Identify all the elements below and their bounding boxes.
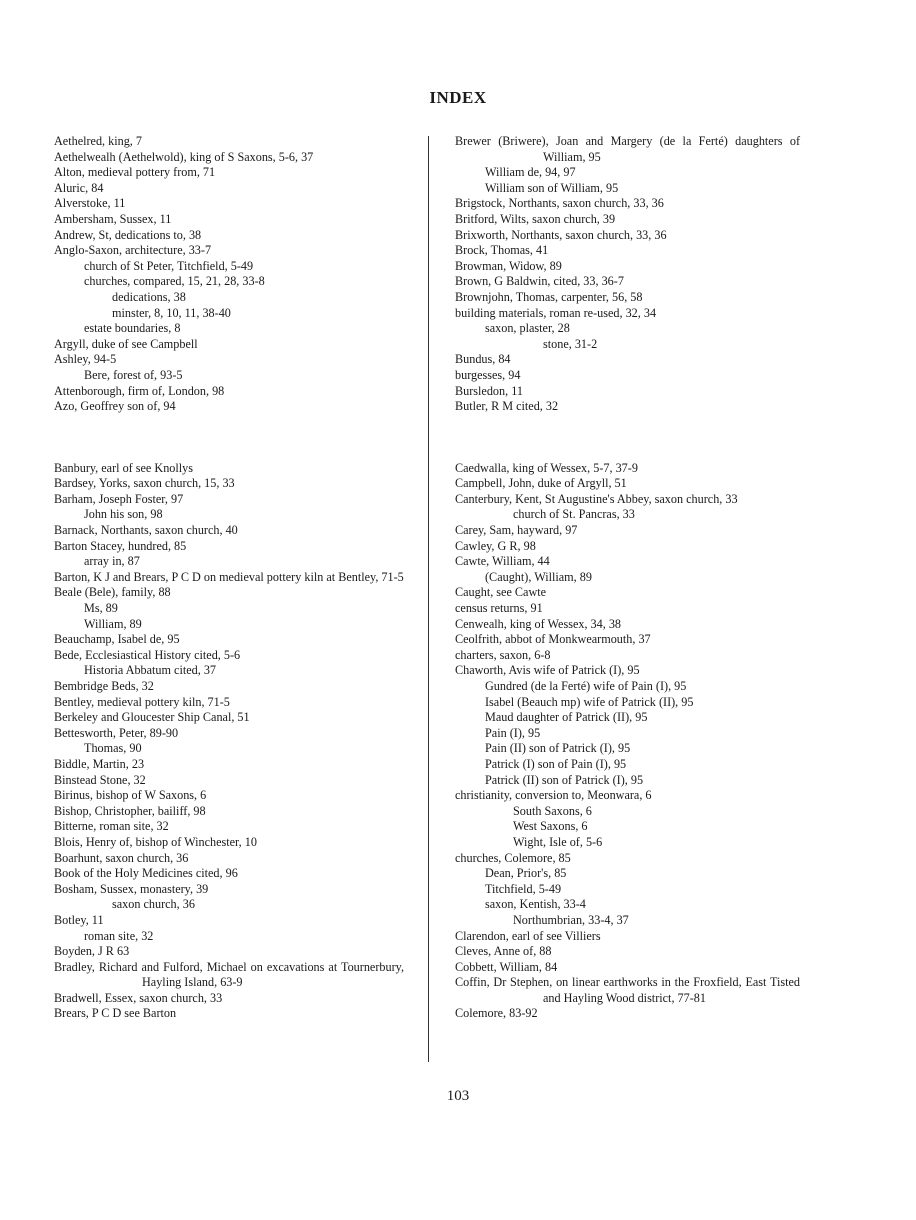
index-entry: church of St Peter, Titchfield, 5-49 <box>84 258 254 273</box>
index-entry: Titchfield, 5-49 <box>485 881 562 896</box>
index-entry: Campbell, John, duke of Argyll, 51 <box>455 476 627 491</box>
index-entry: christianity, conversion to, Meonwara, 6 <box>455 788 652 803</box>
index-entry: Wight, Isle of, 5-6 <box>513 834 603 849</box>
index-entry: Attenborough, firm of, London, 98 <box>54 383 225 398</box>
section-gap <box>54 415 404 461</box>
index-entry: Brixworth, Northants, saxon church, 33, 36 <box>455 227 667 242</box>
index-entry: Cleves, Anne of, 88 <box>455 944 552 959</box>
index-entry: Berkeley and Gloucester Ship Canal, 51 <box>54 710 250 725</box>
index-entry: Butler, R M cited, 32 <box>455 399 559 414</box>
index-entry: Binstead Stone, 32 <box>54 772 146 787</box>
index-entry: Coffin, Dr Stephen, on linear earthworks in the Froxfield, East Tisted and Hayling Wood district, 77-81 <box>455 975 800 1005</box>
index-entry: Britford, Wilts, saxon church, 39 <box>455 211 616 226</box>
index-entry: (Caught), William, 89 <box>485 569 592 584</box>
index-entry: churches, compared, 15, 21, 28, 33-8 <box>84 274 265 289</box>
index-entry: Beauchamp, Isabel de, 95 <box>54 632 180 647</box>
index-entry: Aethelwealh (Aethelwold), king of S Saxons, 5-6, 37 <box>54 149 314 164</box>
index-entry: Birinus, bishop of W Saxons, 6 <box>54 788 207 803</box>
index-entry: minster, 8, 10, 11, 38-40 <box>112 305 231 320</box>
index-entry: estate boundaries, 8 <box>84 321 181 336</box>
index-entry: Gundred (de la Ferté) wife of Pain (I), 95 <box>485 679 687 693</box>
index-entry: John his son, 98 <box>84 507 163 522</box>
index-entry: Ashley, 94-5 <box>54 352 117 367</box>
index-entry: Isabel (Beauch mp) wife of Patrick (II), 95 <box>485 694 694 709</box>
index-entry: Bursledon, 11 <box>455 383 523 398</box>
index-entry: Thomas, 90 <box>84 741 142 756</box>
index-entry: Cobbett, William, 84 <box>455 959 558 974</box>
index-entry: Ceolfrith, abbot of Monkwearmouth, 37 <box>455 632 651 647</box>
index-entry: Bardsey, Yorks, saxon church, 15, 33 <box>54 476 235 491</box>
index-entry: Barham, Joseph Foster, 97 <box>54 491 184 506</box>
index-entry: Cenwealh, king of Wessex, 34, 38 <box>455 616 622 631</box>
index-entry: Chaworth, Avis wife of Patrick (I), 95 <box>455 663 640 678</box>
index-entry: Ambersham, Sussex, 11 <box>54 211 172 226</box>
page-title: INDEX <box>429 88 487 107</box>
index-column-left <box>54 134 404 1022</box>
index-entry: Dean, Prior's, 85 <box>485 866 567 881</box>
index-entry: Bere, forest of, 93-5 <box>84 367 183 382</box>
index-entry: Bradley, Richard and Fulford, Michael on excavations at Tournerbury, Hayling Island, 63-9 <box>54 959 404 990</box>
index-entry: Bitterne, roman site, 32 <box>54 819 169 834</box>
index-entry: Bettesworth, Peter, 89-90 <box>54 725 179 740</box>
index-entry: stone, 31-2 <box>543 336 598 351</box>
page-number: 103 <box>446 1088 470 1104</box>
index-entry: array in, 87 <box>84 554 140 569</box>
index-entry: Banbury, earl of see Knollys <box>54 460 193 475</box>
index-entry: Caedwalla, king of Wessex, 5-7, 37-9 <box>455 460 638 475</box>
index-entry: building materials, roman re-used, 32, 34 <box>455 305 657 320</box>
index-entry: Andrew, St, dedications to, 38 <box>54 227 202 242</box>
index-entry: Book of the Holy Medicines cited, 96 <box>54 866 238 881</box>
index-entry: Patrick (I) son of Pain (I), 95 <box>485 756 627 771</box>
index-entry: churches, Colemore, 85 <box>455 850 571 865</box>
index-entry: saxon, plaster, 28 <box>485 321 570 336</box>
index-entry: Boyden, J R 63 <box>54 944 130 959</box>
index-entry: Brownjohn, Thomas, carpenter, 56, 58 <box>455 289 643 304</box>
index-entry: Barton Stacey, hundred, 85 <box>54 538 187 553</box>
index-entry: Brown, G Baldwin, cited, 33, 36-7 <box>455 274 624 289</box>
index-entry: Pain (I), 95 <box>485 725 541 740</box>
index-entry: Maud daughter of Patrick (II), 95 <box>485 710 648 725</box>
index-entry: Bundus, 84 <box>455 352 511 367</box>
index-entry: Azo, Geoffrey son of, 94 <box>54 399 176 414</box>
index-entry: Clarendon, earl of see Villiers <box>455 928 601 943</box>
index-entry: Carey, Sam, hayward, 97 <box>455 523 578 538</box>
index-entry: Beale (Bele), family, 88 <box>54 585 171 600</box>
index-entry: Ms, 89 <box>84 601 118 616</box>
index-entry: Bishop, Christopher, bailiff, 98 <box>54 803 206 818</box>
index-entry: Argyll, duke of see Campbell <box>54 336 198 351</box>
index-entry: Brigstock, Northants, saxon church, 33, 36 <box>455 196 664 211</box>
index-entry: Anglo-Saxon, architecture, 33-7 <box>54 243 212 258</box>
section-gap <box>455 415 800 461</box>
index-entry: Alverstoke, 11 <box>54 196 126 211</box>
index-entry: South Saxons, 6 <box>513 803 592 818</box>
index-entry: Botley, 11 <box>54 912 104 927</box>
index-entry: Caught, see Cawte <box>455 585 547 600</box>
index-entry: Cawte, William, 44 <box>455 554 550 569</box>
index-entry: saxon, Kentish, 33-4 <box>485 897 586 912</box>
index-entry: charters, saxon, 6-8 <box>455 647 551 662</box>
index-entry: Browman, Widow, 89 <box>455 258 562 273</box>
index-entry: Brock, Thomas, 41 <box>455 243 549 258</box>
index-column-right <box>455 134 800 1022</box>
index-entry: Barnack, Northants, saxon church, 40 <box>54 523 238 538</box>
index-entry: saxon church, 36 <box>112 897 195 912</box>
index-entry: Alton, medieval pottery from, 71 <box>54 165 216 180</box>
index-entry: Bede, Ecclesiastical History cited, 5-6 <box>54 647 241 662</box>
index-entry: Aluric, 84 <box>54 180 104 195</box>
index-entry: Barton, K J and Brears, P C D on medieval pottery kiln at Bentley, 71-5 <box>54 569 404 584</box>
index-entry: census returns, 91 <box>455 601 543 616</box>
index-entry: Bradwell, Essex, saxon church, 33 <box>54 990 223 1005</box>
index-entry: burgesses, 94 <box>455 367 521 382</box>
index-entry: Canterbury, Kent, St Augustine's Abbey, saxon church, 33 <box>455 491 738 506</box>
index-entry: Patrick (II) son of Patrick (I), 95 <box>485 772 644 787</box>
index-entry: Historia Abbatum cited, 37 <box>84 663 217 678</box>
index-entry: church of St. Pancras, 33 <box>513 507 635 522</box>
index-entry: Bosham, Sussex, monastery, 39 <box>54 881 209 896</box>
index-entry: Blois, Henry of, bishop of Winchester, 10 <box>54 834 257 849</box>
index-entry: dedications, 38 <box>112 289 186 304</box>
index-entry: Pain (II) son of Patrick (I), 95 <box>485 741 631 756</box>
index-entry: roman site, 32 <box>84 928 154 943</box>
column-divider <box>428 136 429 1062</box>
index-entry: Northumbrian, 33-4, 37 <box>513 912 629 927</box>
index-entry: Brears, P C D see Barton <box>54 1006 177 1021</box>
index-entry: William son of William, 95 <box>485 180 619 195</box>
index-entry: Brewer (Briwere), Joan and Margery (de la Ferté) daughters of William, 95 <box>455 134 800 164</box>
index-entry: Bentley, medieval pottery kiln, 71-5 <box>54 694 230 709</box>
index-entry: William de, 94, 97 <box>485 165 576 180</box>
index-entry: Boarhunt, saxon church, 36 <box>54 850 189 865</box>
index-entry: West Saxons, 6 <box>513 819 588 834</box>
index-entry: Bembridge Beds, 32 <box>54 679 154 693</box>
index-entry: Cawley, G R, 98 <box>455 538 536 553</box>
index-entry: Colemore, 83-92 <box>455 1006 538 1021</box>
index-entry: Biddle, Martin, 23 <box>54 756 145 771</box>
index-entry: Aethelred, king, 7 <box>54 134 142 148</box>
index-entry: William, 89 <box>84 616 142 631</box>
